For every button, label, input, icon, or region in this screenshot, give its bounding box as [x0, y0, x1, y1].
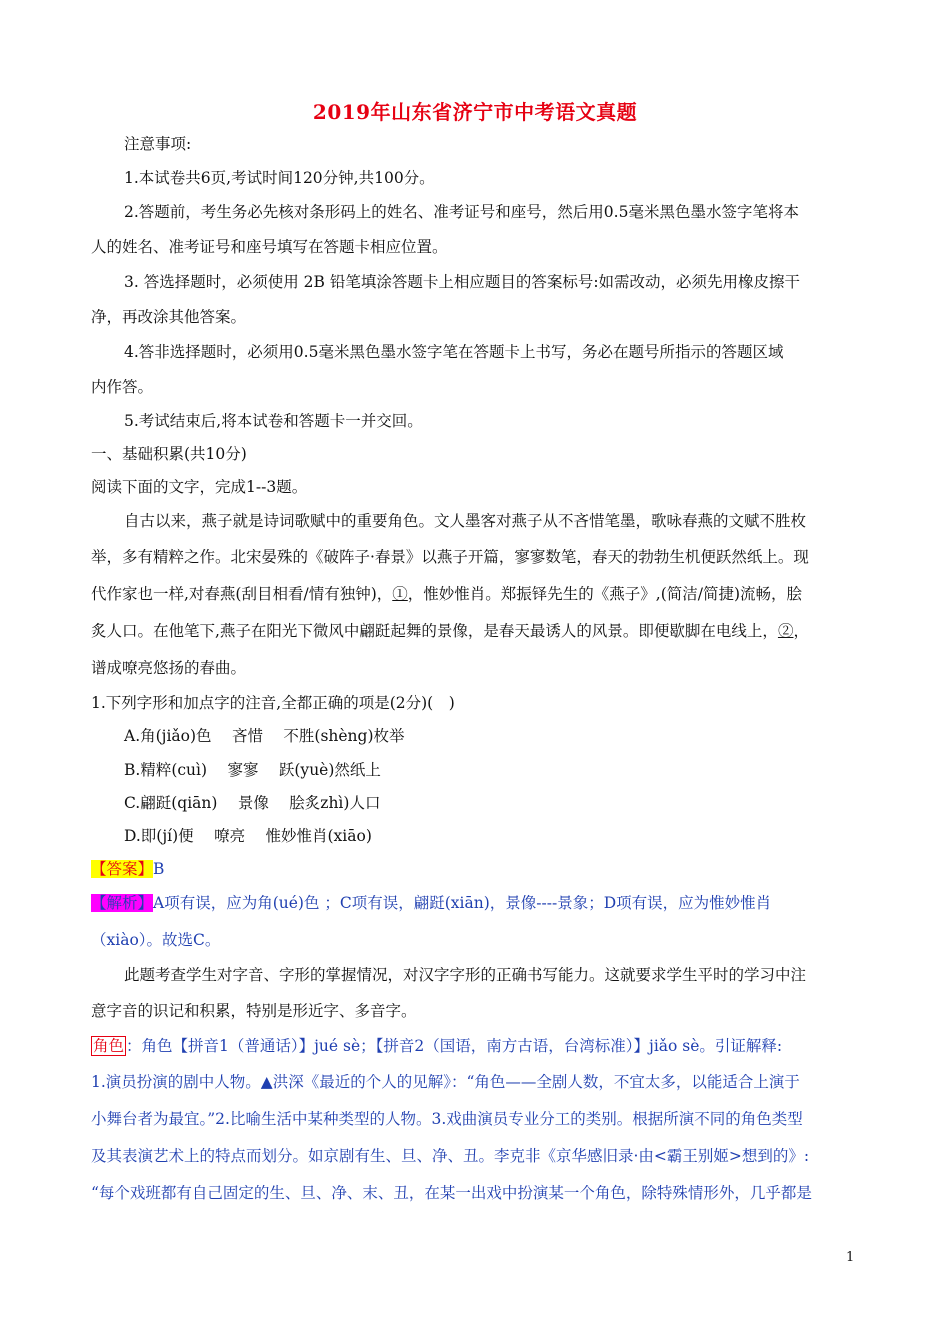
passage-line-4a: 炙人口。在他笔下,燕子在阳光下微风中翩跹起舞的景像，是春天最诱人的风景。即便歇脚在电线上，: [91, 622, 778, 640]
passage-line-4: [91, 621, 809, 641]
option-c: C.翩跹(qiān) 景像 脍炙zhì)人口: [124, 794, 381, 812]
passage-line-3: [91, 584, 802, 604]
note-4: 4.答非选择题时，必须用0.5毫米黑色墨水签字笔在答题卡上书写，务必在题号所指示的答题区域: [124, 343, 784, 361]
analysis-line-2: 意字音的识记和积累，特别是形近字、多音字。: [91, 1002, 417, 1020]
explain-text-1: A项有误，应为角(ué)色 ；C项有误，翩跹(xiān)，景像----景象；D项有误，应为惟妙惟肖: [153, 894, 772, 912]
explain-line-1: [91, 893, 771, 913]
passage-line-3b: ，惟妙惟肖。郑振铎先生的《燕子》,(简洁/简捷)流畅，脍: [407, 585, 803, 603]
term-line-5: “每个戏班都有自己固定的生、旦、净、末、丑，在某一出戏中扮演某一个角色，除特殊情形外，几乎都是: [91, 1184, 812, 1202]
blank-2: ②: [777, 622, 794, 640]
term-word-box: 角色: [93, 1037, 125, 1055]
page-number: 1: [846, 1250, 855, 1265]
option-a: A.角(jiǎo)色 吝惜 不胜(shèng)枚举: [124, 727, 405, 745]
note-2-cont: 人的姓名、准考证号和座号填写在答题卡相应位置。: [91, 238, 448, 256]
note-3-cont: 净，再改涂其他答案。: [91, 308, 247, 326]
passage-line-5: 谱成嘹亮悠扬的春曲。: [91, 659, 247, 677]
note-1: 1.本试卷共6页,考试时间120分钟,共100分。: [124, 169, 435, 187]
answer-tag: 【答案】: [91, 860, 154, 878]
passage-line-4b: ，: [793, 622, 809, 640]
blank-1: ①: [392, 585, 408, 603]
note-5: 5.考试结束后,将本试卷和答题卡一并交回。: [124, 412, 423, 430]
term-line-1: [91, 1036, 782, 1056]
note-4-cont: 内作答。: [91, 378, 154, 396]
page-title: 2019年山东省济宁市中考语文真题: [312, 100, 638, 124]
answer-value: B: [153, 860, 165, 878]
term-line-3: 小舞台者为最宜。”2.比喻生活中某种类型的人物。3.戏曲演员专业分工的类别。根据所演不同的角色类型: [91, 1110, 803, 1128]
answer-line: [91, 859, 164, 879]
note-3: 3. 答选择题时，必须使用 2B 铅笔填涂答题卡上相应题目的答案标号:如需改动，必须先用橡皮擦干: [124, 273, 801, 291]
passage-line-2: 举，多有精粹之作。北宋晏殊的《破阵子·春景》以燕子开篇，寥寥数笔，春天的勃勃生机便跃然纸上。现: [91, 548, 809, 566]
question-1: 1.下列字形和加点字的注音,全都正确的项是(2分)( ): [91, 694, 455, 712]
option-b: B.精粹(cuì) 寥寥 跃(yuè)然纸上: [124, 761, 381, 779]
passage-line-1: 自古以来，燕子就是诗词歌赋中的重要角色。文人墨客对燕子从不吝惜笔墨，歌咏春燕的文赋不胜枚: [124, 512, 807, 530]
option-d: D.即(jí)便 嘹亮 惟妙惟肖(xiāo): [124, 827, 372, 845]
explain-tag: 【解析】: [91, 894, 154, 912]
section-heading: 一、基础积累(共10分): [91, 445, 247, 463]
explain-line-2: （xiào）。故选C。: [91, 931, 221, 949]
term-line-4: 及其表演艺术上的特点而划分。如京剧有生、旦、净、丑。李克非《京华感旧录·由<霸王别姬>想到的》:: [91, 1147, 810, 1165]
reading-instruction: 阅读下面的文字，完成1--3题。: [91, 478, 308, 496]
term-text-1: ：角色【拼音1（普通话）】jué sè；【拼音2（国语，南方古语，台湾标准）】jiǎo sè。引证解释:: [126, 1037, 783, 1055]
term-line-2: 1.演员扮演的剧中人物。▲洪深《最近的个人的见解》：“角色——全剧人数，不宜太多，以能适合上演于: [91, 1073, 800, 1091]
passage-line-3a: 代作家也一样,对春燕(刮目相看/情有独钟)，: [91, 585, 393, 603]
analysis-line-1: 此题考查学生对字音、字形的掌握情况，对汉字字形的正确书写能力。这就要求学生平时的学习中注: [124, 966, 807, 984]
notes-heading: 注意事项:: [124, 135, 192, 153]
note-2: 2.答题前，考生务必先核对条形码上的姓名、准考证号和座号，然后用0.5毫米黑色墨水签字笔将本: [124, 203, 799, 221]
